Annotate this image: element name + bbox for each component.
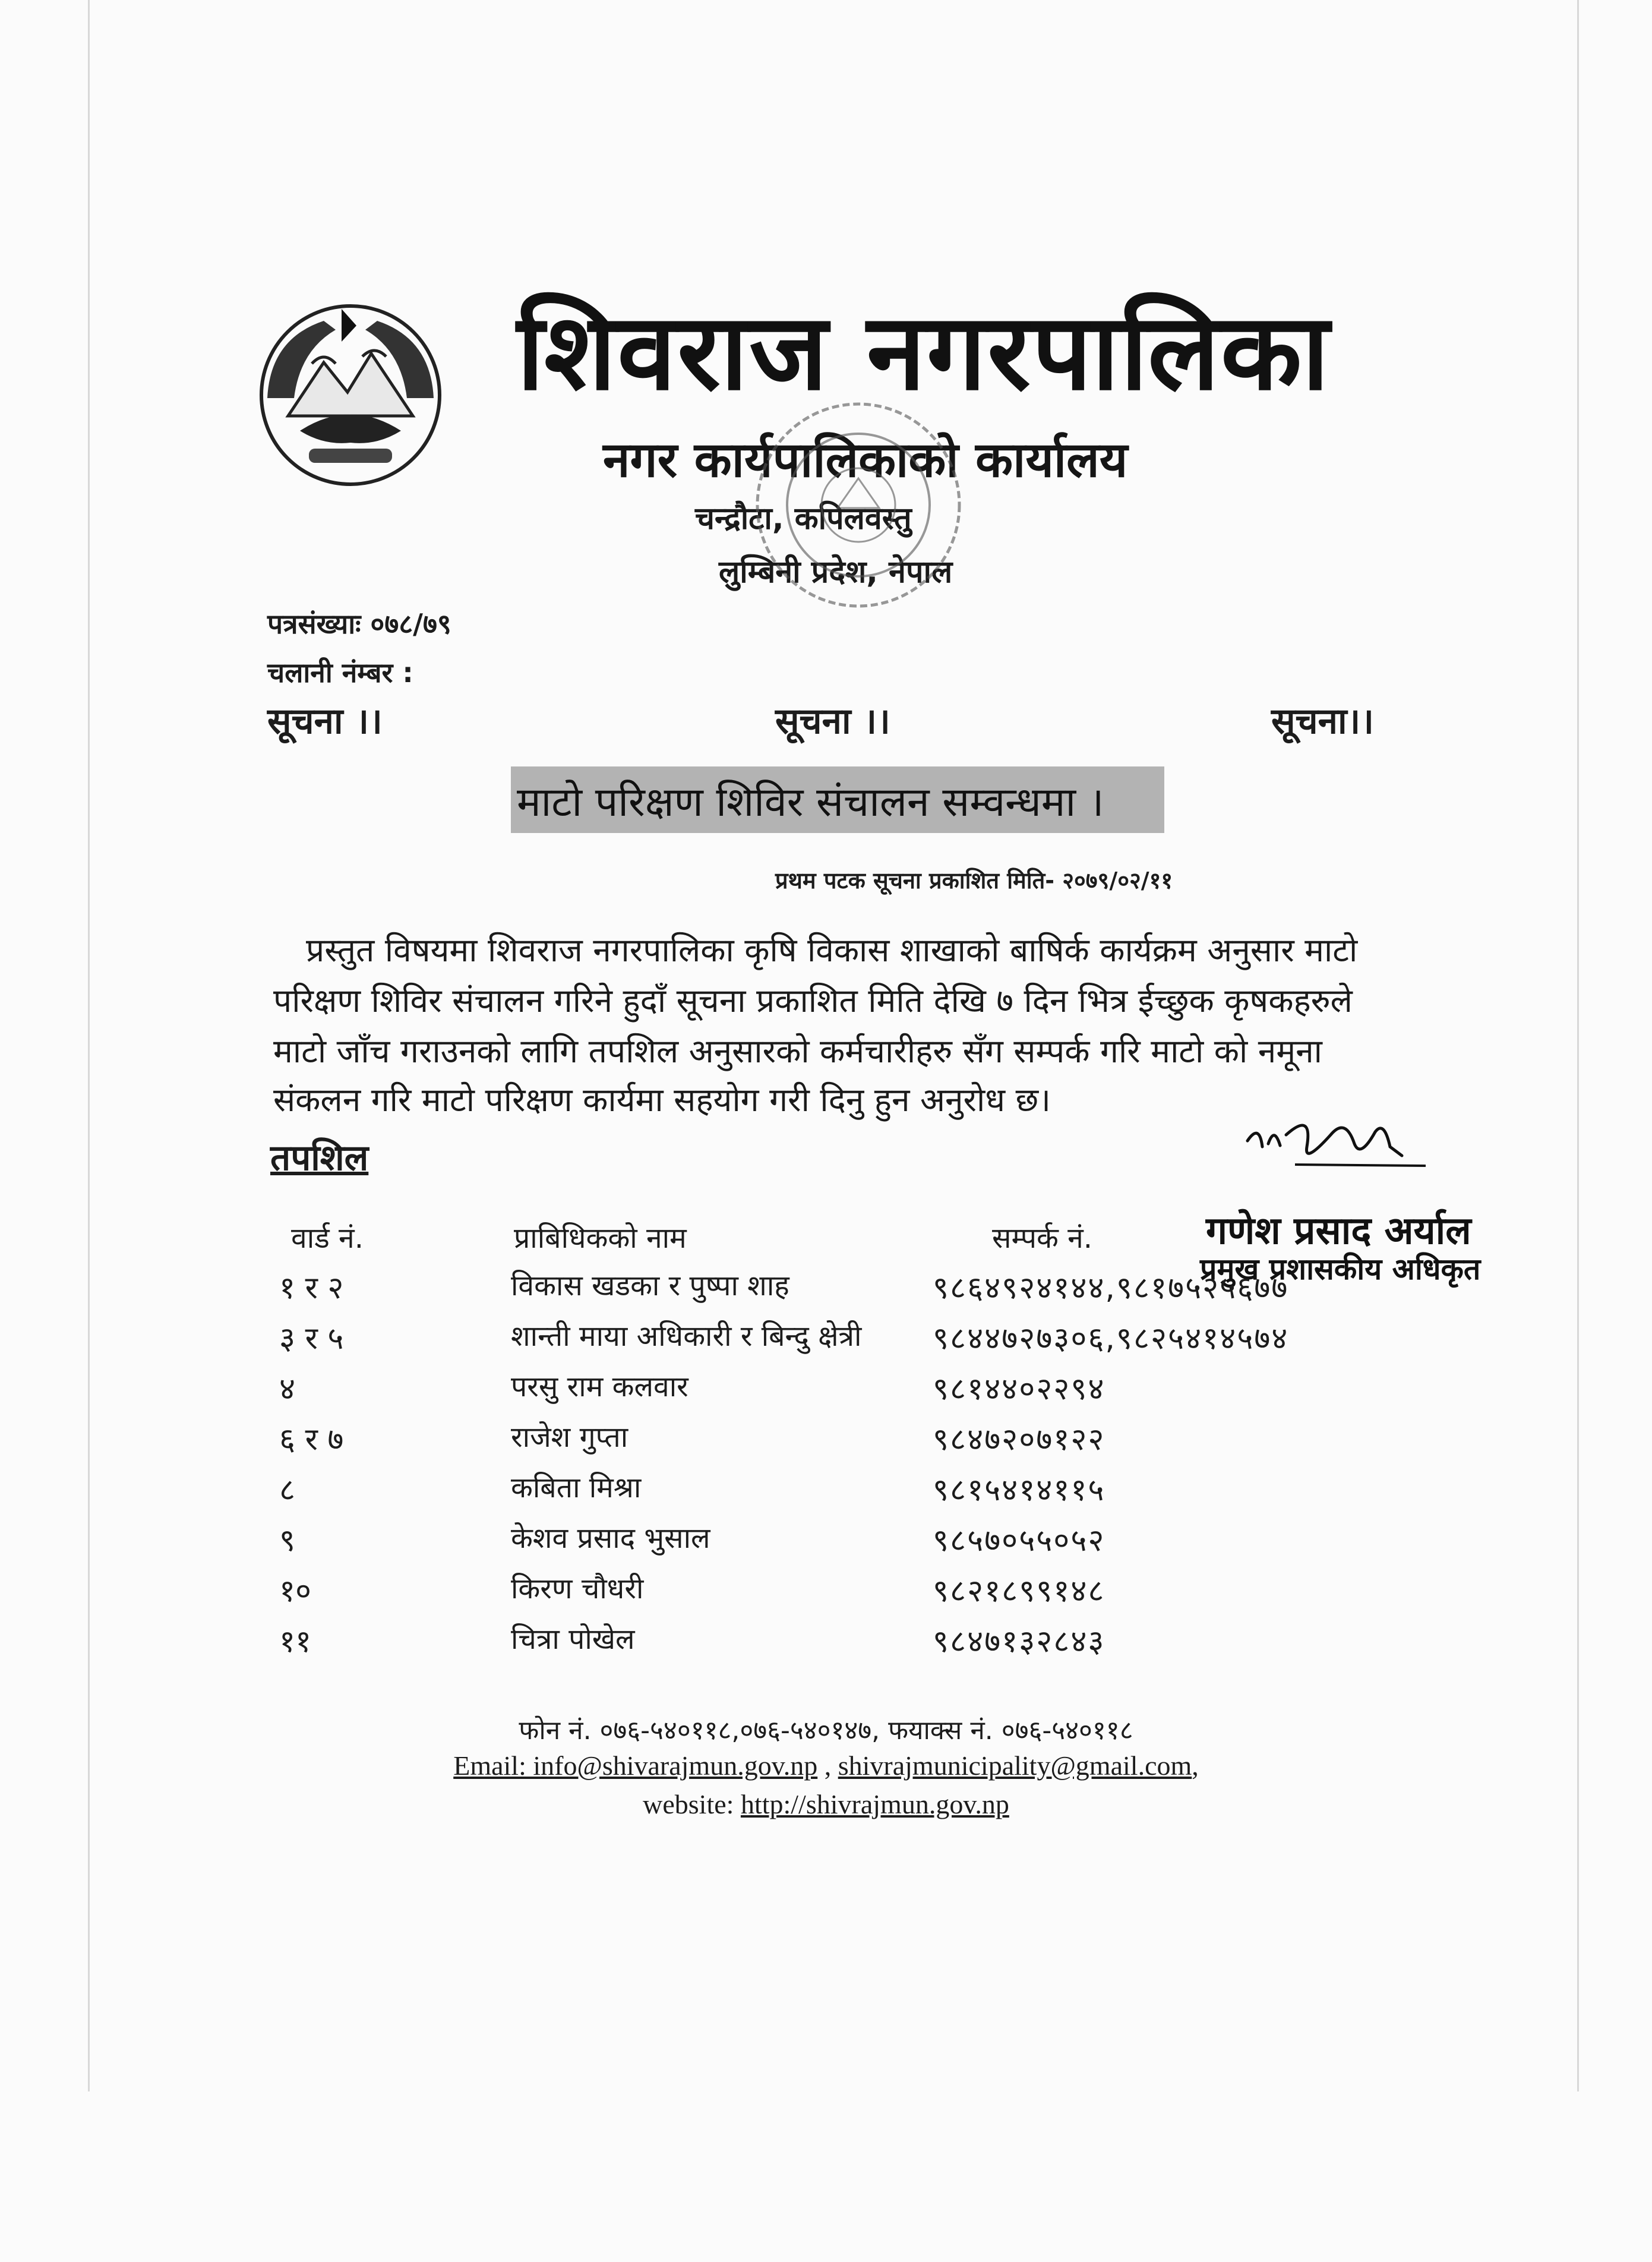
tapashil-heading: तपशिल (270, 1137, 369, 1179)
contact-cell: ९८२१८९९१४८ (933, 1573, 1105, 1609)
subject-line: माटो परिक्षण शिविर संचालन सम्वन्धमा । (517, 779, 1104, 826)
name-cell: केशव प्रसाद भुसाल (511, 1522, 710, 1555)
ward-cell: ९ (279, 1523, 296, 1559)
table-row (0, 1468, 1652, 1521)
contact-cell: ९८१५४१४११५ (933, 1472, 1105, 1508)
body-line-2: परिक्षण शिविर संचालन गरिने हुदाँ सूचना प्रकाशित मिति देखि ७ दिन भित्र ईच्छुक कृषकहरुले (273, 982, 1353, 1020)
ward-cell: ८ (279, 1472, 296, 1508)
website-link[interactable]: http://shivrajmun.gov.np (740, 1789, 1009, 1819)
contact-cell: ९८४७२०७१२२ (933, 1422, 1105, 1457)
footer-website-line (0, 1788, 1652, 1820)
col-header-name: प्राबिधिकको नाम (514, 1222, 687, 1255)
ward-cell: ३ र ५ (279, 1321, 344, 1356)
table-row (0, 1266, 1652, 1319)
body-line-1: प्रस्तुत विषयमा शिवराज नगरपालिका कृषि विकास शाखाको बाषिर्क कार्यक्रम अनुसार माटो (306, 931, 1358, 969)
nepal-emblem-icon (252, 297, 448, 493)
name-cell: राजेश गुप्ता (511, 1421, 628, 1454)
name-cell: परसु राम कलवार (511, 1370, 688, 1403)
table-row (0, 1367, 1652, 1420)
contact-cell: ९८४४७२७३०६,९८२५४१४५७४ (933, 1321, 1289, 1356)
contact-cell: ९८६४९२४१४४,९८१७५२५६७७ (933, 1270, 1289, 1306)
email-end: , (1192, 1750, 1199, 1781)
letter-number: पत्रसंख्याः ०७८/७९ (267, 608, 451, 640)
table-row (0, 1569, 1652, 1622)
col-header-contact: सम्पर्क नं. (992, 1222, 1093, 1255)
contact-cell: ९८५७०५५०५२ (933, 1523, 1105, 1559)
email-link-primary[interactable]: Email: info@shivarajmun.gov.np (453, 1750, 818, 1781)
publish-date: प्रथम पटक सूचना प्रकाशित मिति- २०७९/०२/११ (775, 867, 1173, 894)
table-row (0, 1316, 1652, 1370)
col-header-ward: वार्ड नं. (291, 1222, 364, 1255)
office-stamp (743, 389, 974, 621)
name-cell: चित्रा पोखेल (511, 1623, 635, 1656)
office-subtitle: नगर कार्यपालिकाको कार्यालय (603, 432, 1128, 488)
ward-cell: ११ (279, 1624, 312, 1660)
ward-cell: ४ (279, 1371, 296, 1407)
municipality-title: शिवराज नगरपालिका (517, 291, 1331, 414)
name-cell: विकास खडका र पुष्पा शाह (511, 1269, 789, 1302)
notice-heading-center: सूचना ।। (775, 701, 890, 742)
table-row (0, 1417, 1652, 1471)
officer-name: गणेश प्रसाद अर्याल (1206, 1209, 1471, 1253)
name-cell: किरण चौधरी (511, 1572, 644, 1605)
address-line-2: लुम्बिनी प्रदेश, नेपाल (719, 554, 953, 590)
footer-phone: फोन नं. ०७६-५४०११८,०७६-५४०१४७, फयाक्स नं. ०७६-५४०११८ (519, 1715, 1133, 1746)
notice-heading-left: सूचना ।। (267, 701, 383, 742)
name-cell: कबिता मिश्रा (511, 1471, 642, 1504)
body-line-3: माटो जाँच गराउनको लागि तपशिल अनुसारको कर्मचारीहरु सँग सम्पर्क गरि माटो को नमूना (273, 1032, 1322, 1070)
email-separator: , (817, 1750, 838, 1781)
notice-heading-right: सूचना।। (1271, 701, 1374, 742)
name-cell: शान्ती माया अधिकारी र बिन्दु क्षेत्री (511, 1320, 862, 1353)
website-label: website: (643, 1789, 741, 1819)
ward-cell: ६ र ७ (279, 1422, 344, 1457)
officer-title: प्रमुख प्रशासकीय अधिकृत (1200, 1252, 1481, 1286)
ward-cell: १ र २ (279, 1270, 344, 1306)
email-link-secondary[interactable]: shivrajmunicipality@gmail.com (838, 1750, 1192, 1781)
dispatch-number: चलानी नंम्बर : (267, 657, 413, 689)
footer-email-line (0, 1750, 1652, 1781)
table-row (0, 1518, 1652, 1572)
contact-cell: ९८४७१३२८४३ (933, 1624, 1105, 1660)
ward-cell: १० (279, 1573, 312, 1609)
signature (1242, 1099, 1432, 1176)
body-line-4: संकलन गरि माटो परिक्षण कार्यमा सहयोग गरी दिनु हुन अनुरोध छ। (273, 1081, 1051, 1119)
address-line-1: चन्द्रौटा, कपिलवस्तु (695, 501, 912, 537)
contact-cell: ९८१४४०२२९४ (933, 1371, 1105, 1407)
table-row (0, 1619, 1652, 1673)
